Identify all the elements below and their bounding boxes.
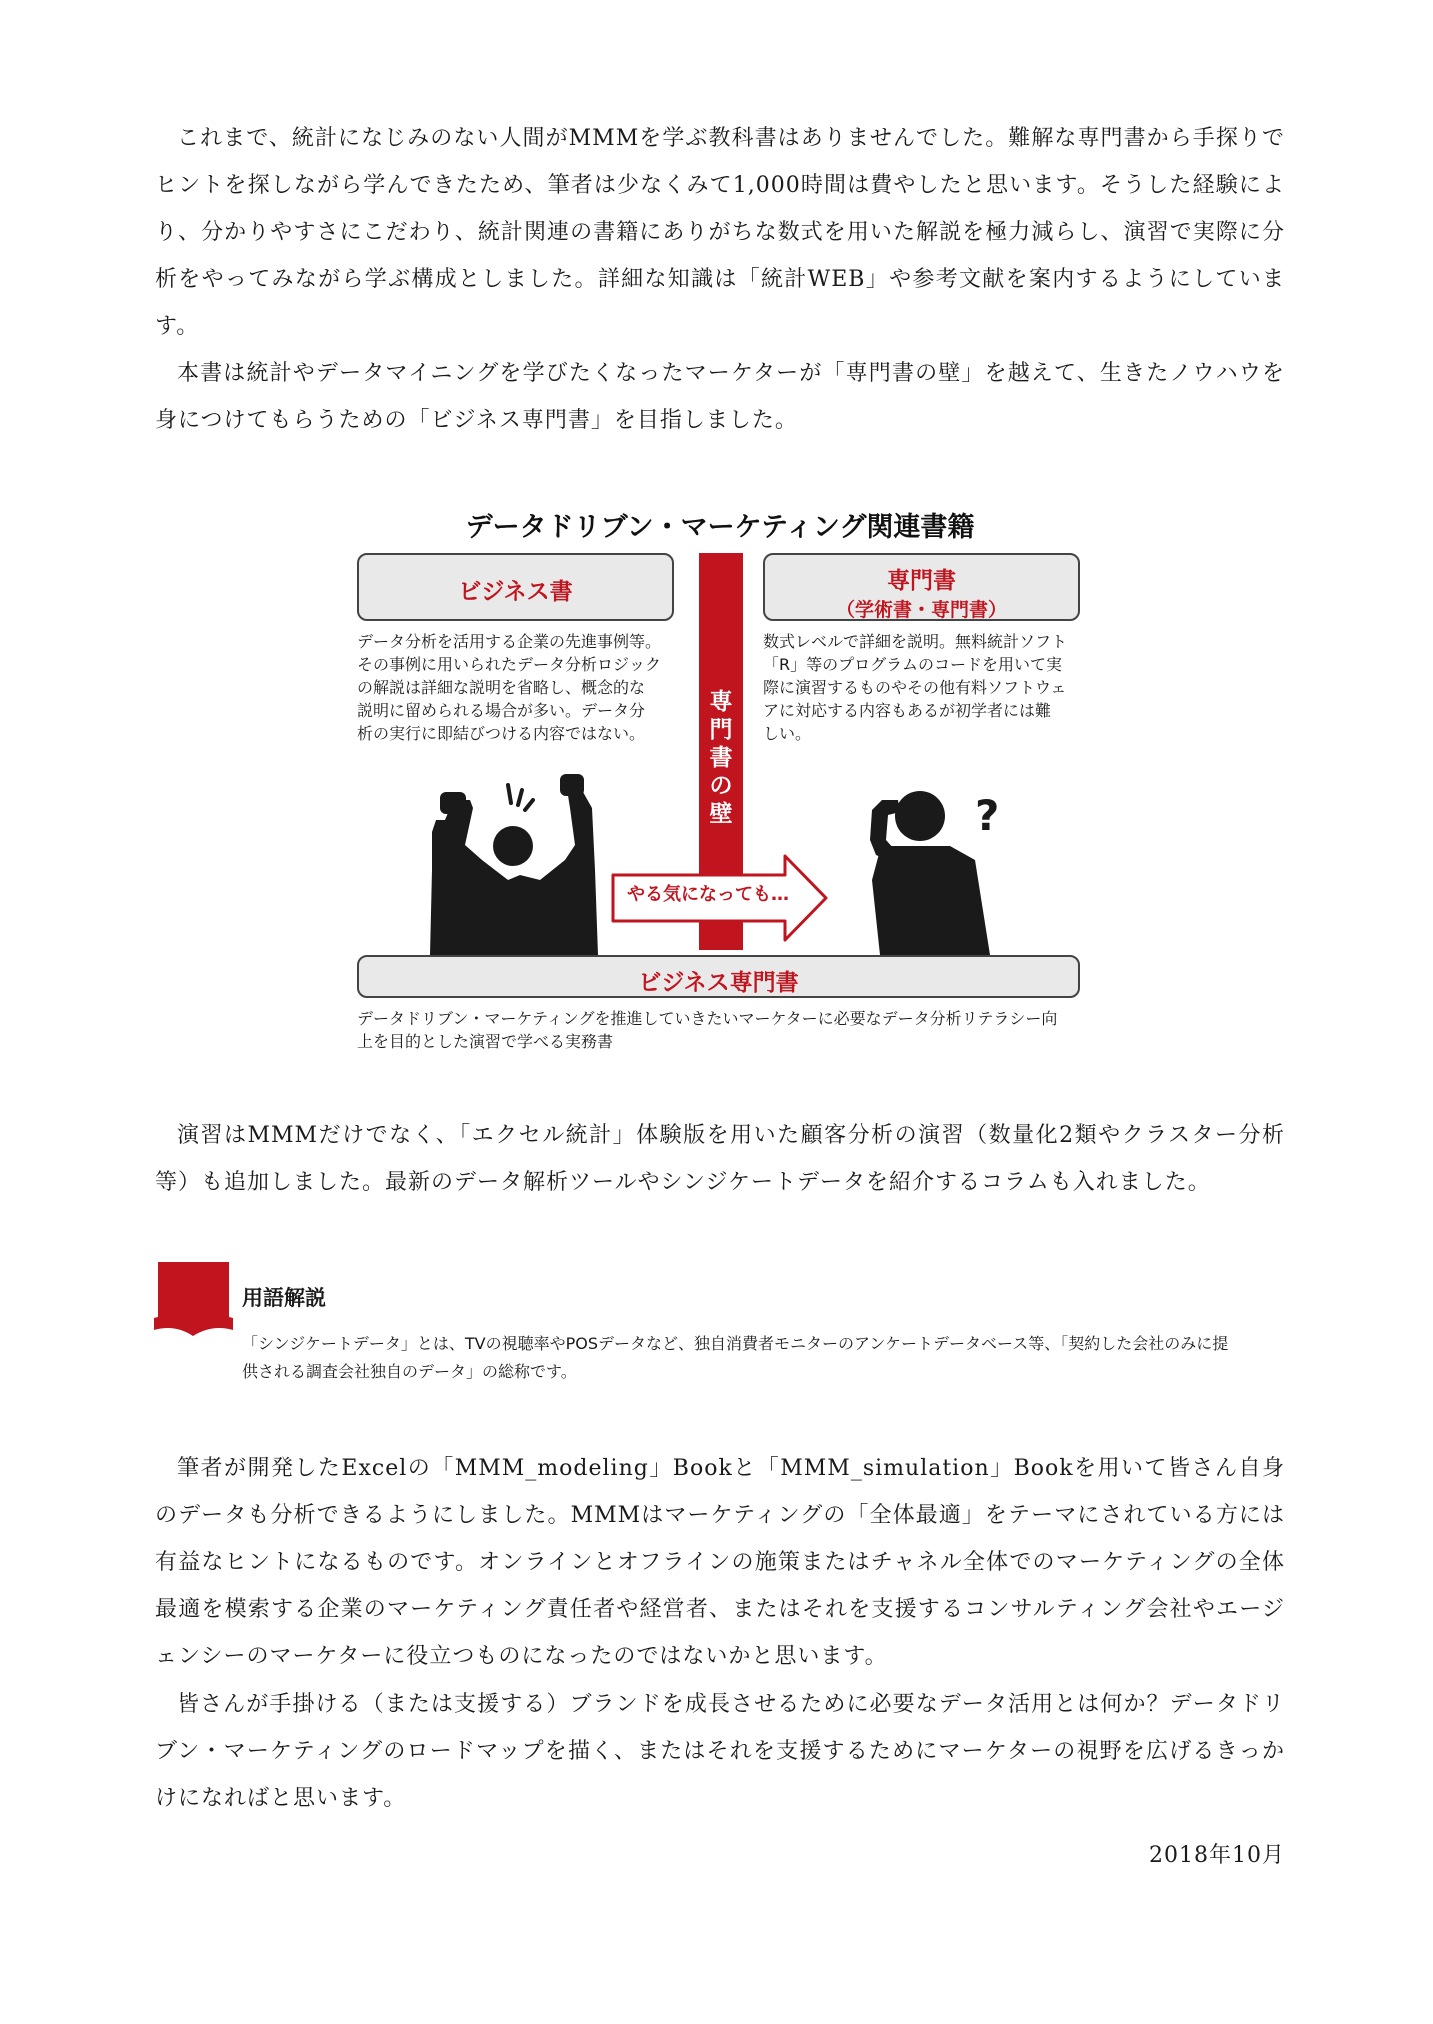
publication-date: 2018年10月: [1149, 1843, 1285, 1868]
middle-paragraph: 演習はMMMだけでなく、「エクセル統計」体験版を用いた顧客分析の演習（数量化2類やクラスター分析等）も追加しました。最新のデータ解析ツールやシンジケートデータを紹介するコラムも入れました。: [155, 1123, 1285, 1195]
business-specialist-book-description: データドリブン・マーケティングを推進していきたいマーケターに必要なデータ分析リテラシー向 上を目的とした演習で学べる実務書: [357, 1009, 1058, 1051]
arrow-label: やる気になっても…: [627, 884, 789, 905]
question-mark: ?: [975, 791, 1000, 840]
specialist-book-sublabel: （学術書・専門書）: [835, 599, 1007, 621]
specialist-book-description: 数式レベルで詳細を説明。無料統計ソフト 「R」等のプログラムのコードを用いて実 際に演習するものやその他有料ソフトウェ アに対応する内容もあるが初学者には難 しい。: [763, 632, 1068, 743]
closing-paragraph-1: 筆者が開発したExcelの「MMM_modeling」Bookと「MMM_simulation」Bookを用いて皆さん自身のデータも分析できるようにしました。MMMはマーケティングの「全体最適」をテーマにされている方には有益なヒントになるものです。オンラインとオフラインの施策またはチャネル全体でのマーケティングの全体最適を模索する企業のマーケティング責任者や経営者、またはそれを支援するコンサルティング会社やエージェンシーのマーケターに役立つものになったのではないかと思います。: [155, 1456, 1285, 1669]
confused-person-silhouette: [870, 791, 990, 955]
business-specialist-book-box: [357, 955, 1080, 998]
glossary-body: 「シンジケートデータ」とは、TVの視聴率やPOSデータなど、独自消費者モニターのアンケートデータベース等、「契約した会社のみに提 供される調査会社独自のデータ」の総称です。: [242, 1334, 1229, 1381]
glossary-heading: 用語解説: [242, 1286, 326, 1310]
wall-label: 専 門 書 の 壁: [709, 689, 733, 827]
figure-title: データドリブン・マーケティング関連書籍: [465, 512, 975, 543]
glossary-book-icon: [154, 1262, 233, 1336]
specialist-book-label: 専門書: [887, 568, 956, 594]
excitement-marks: [508, 785, 533, 810]
excited-person-silhouette: [430, 774, 598, 955]
intro-paragraph-1: これまで、統計になじみのない人間がMMMを学ぶ教科書はありませんでした。難解な専門書から手探りでヒントを探しながら学んできたため、筆者は少なくみて1,000時間は費やしたと思います。そうした経験により、分かりやすさにこだわり、統計関連の書籍にありがちな数式を用いた解説を極力減らし、演習で実際に分析をやってみながら学ぶ構成としました。詳細な知識は「統計WEB」や参考文献を案内するようにしています。: [155, 126, 1285, 339]
closing-paragraph-2: 皆さんが手掛ける（または支援する）ブランドを成長させるために必要なデータ活用とは何か？データドリブン・マーケティングのロードマップを描く、またはそれを支援するためにマーケターの視野を広げるきっかけになればと思います。: [155, 1692, 1285, 1811]
business-book-description: データ分析を活用する企業の先進事例等。 その事例に用いられたデータ分析ロジック の解説は詳細な説明を省略し、概念的な 説明に留められる場合が多い。データ分 析の実行に即結びつける内容ではない。: [357, 632, 662, 743]
intro-paragraph-2: 本書は統計やデータマイニングを学びたくなったマーケターが「専門書の壁」を越えて、生きたノウハウを身につけてもらうための「ビジネス専門書」を目指しました。: [155, 361, 1285, 433]
business-specialist-book-label: ビジネス専門書: [638, 970, 799, 996]
business-book-label: ビジネス書: [458, 579, 573, 605]
